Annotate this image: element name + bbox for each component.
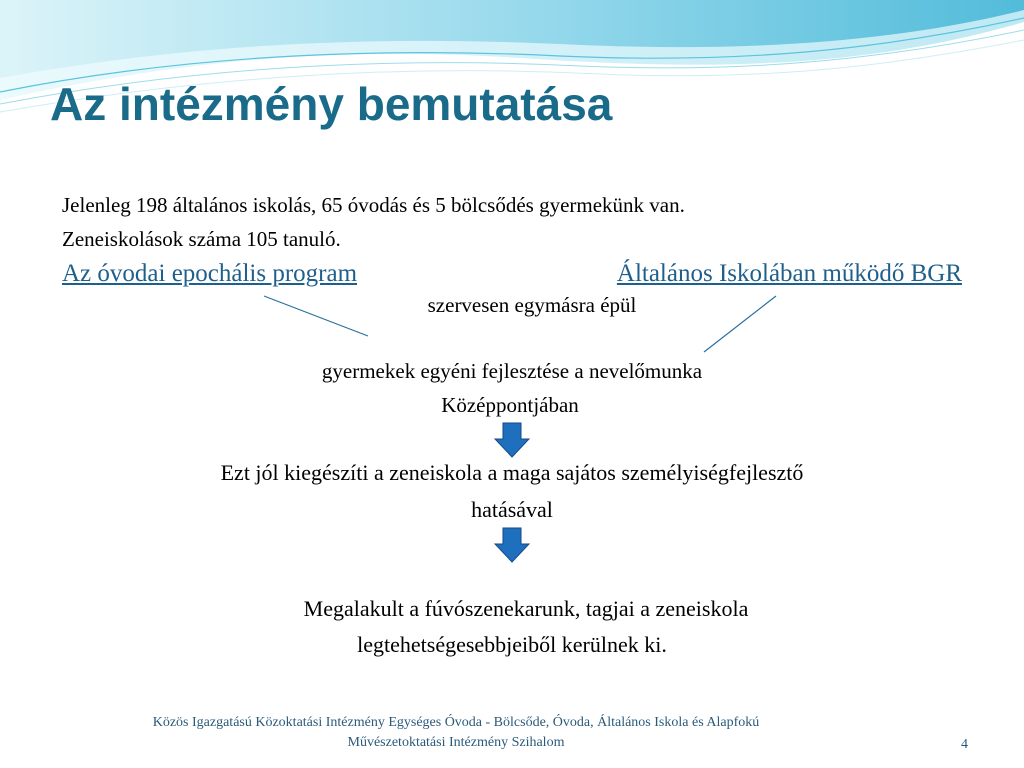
down-arrow-icon [494, 527, 530, 563]
intro-line-enrollment: Jelenleg 198 általános iskolás, 65 óvodás és 5 bölcsődés gyermekünk van. [62, 193, 685, 217]
connector-text: szervesen egymásra épül [427, 293, 637, 317]
center-line-1: gyermekek egyéni fejlesztése a nevelőmunka [321, 359, 703, 383]
kindergarten-program-link[interactable]: Az óvodai epochális program [62, 260, 358, 287]
center-line-2: Középpontjában [441, 393, 579, 417]
footer-line-2: Művészetoktatási Intézmény Szihalom [347, 735, 565, 750]
result-line-2: legtehetségesebbjeiből kerülnek ki. [357, 632, 667, 657]
complement-line-1: Ezt jól kiegészíti a zeneiskola a maga sajátos személyiségfejlesztő [220, 460, 804, 485]
slide-title: Az intézmény bemutatása [50, 78, 613, 130]
complement-line-2: hatásával [471, 497, 553, 522]
intro-line-music-students: Zeneiskolások száma 105 tanuló. [62, 227, 341, 251]
result-line-1: Megalakult a fúvószenekarunk, tagjai a zeneiskola [303, 596, 749, 621]
page-number: 4 [961, 737, 968, 752]
footer-line-1: Közös Igazgatású Közoktatási Intézmény Egységes Óvoda - Bölcsőde, Óvoda, Általános Iskola és Alapfokú [152, 715, 760, 730]
down-arrow-icon [494, 422, 530, 458]
school-bgr-link[interactable]: Általános Iskolában működő BGR [616, 260, 962, 287]
